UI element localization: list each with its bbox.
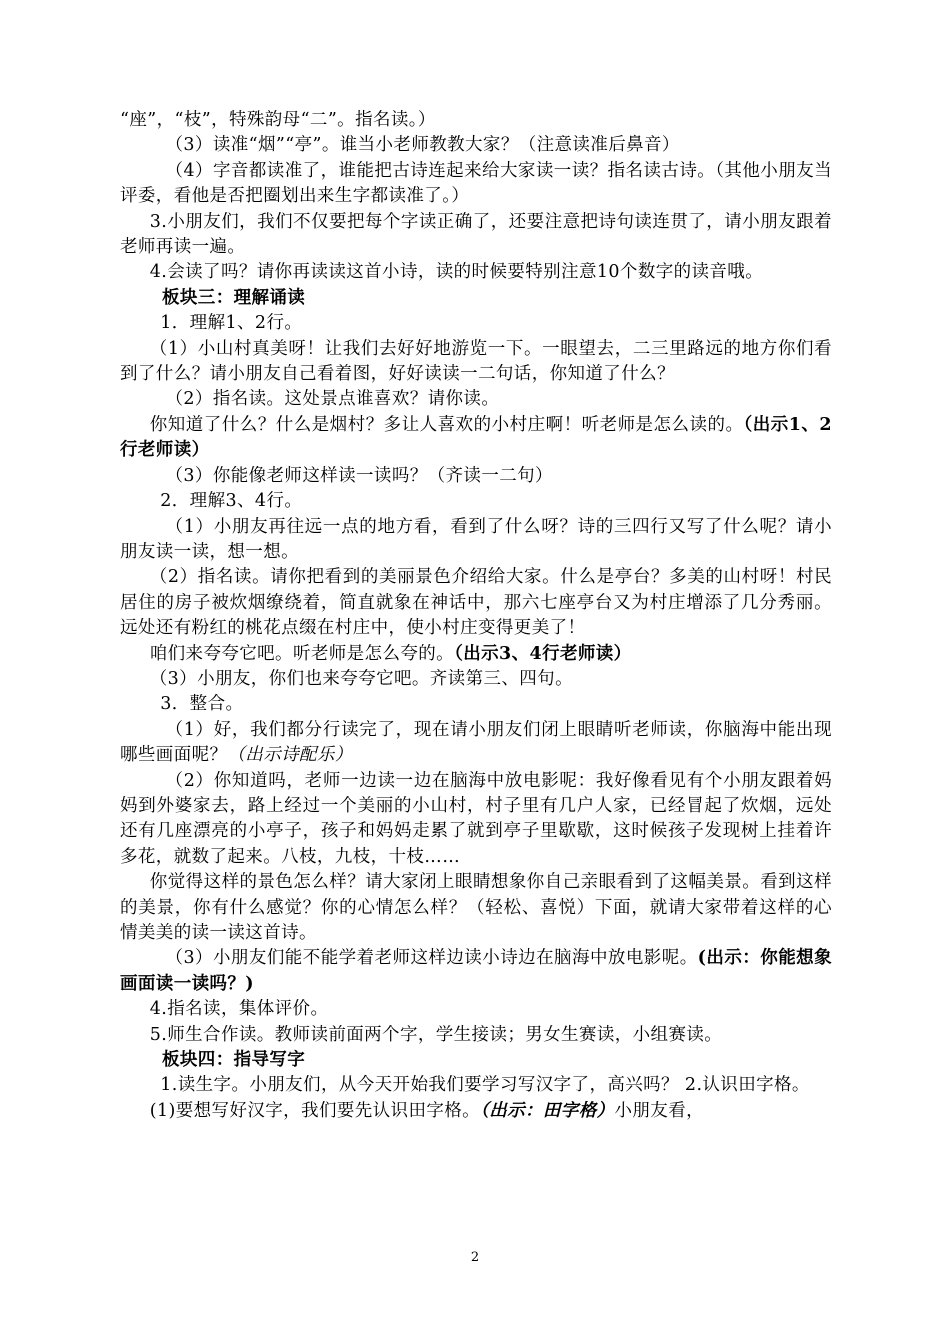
paragraph-text: 3.小朋友们，我们不仅要把每个字读正确了，还要注意把诗句读连贯了，请小朋友跟着老师再读一遍。 bbox=[120, 211, 832, 258]
paragraph bbox=[120, 210, 832, 261]
paragraph-text: （3）读准“烟”“亭”。谁当小老师教教大家？（注意读准后鼻音） bbox=[165, 135, 680, 156]
paragraph-text: 咱们来夸夸它吧。听老师是怎么夸的。 bbox=[149, 643, 455, 664]
paragraph bbox=[120, 718, 832, 769]
paragraph bbox=[120, 286, 832, 311]
paragraph bbox=[120, 464, 832, 489]
paragraph-text: （2）指名读。请你把看到的美丽景色介绍给大家。什么是亭台？多美的山村呀！村民居住的房子被炊烟缭绕着，简直就象在神话中，那六七座亭台又为村庄增添了几分秀丽。远处还有粉红的桃花点缀在村庄中，使小村庄变得更美了！ bbox=[120, 567, 832, 639]
paragraph-text: （1）小朋友再往远一点的地方看，看到了什么呀？诗的三四行又写了什么呢？请小朋友读一读，想一想。 bbox=[120, 516, 832, 562]
emphasis-text: （出示1、2行老师读） bbox=[120, 414, 832, 461]
emphasis-text: （出示：田字格） bbox=[480, 1100, 615, 1121]
paragraph-text: 板块三：理解诵读 bbox=[162, 287, 306, 308]
paragraph-text: 1．理解1、2行。 bbox=[160, 313, 303, 334]
paragraph-text: （4）字音都读准了，谁能把古诗连起来给大家读一读？指名读古诗。（其他小朋友当评委，看他是否把圈划出来生字都读准了。） bbox=[120, 160, 832, 207]
paragraph bbox=[120, 870, 832, 946]
paragraph-text: （1）小山村真美呀！让我们去好好地游览一下。一眼望去，二三里路远的地方你们看到了什么？请小朋友自己看着图，好好读读一二句话，你知道了什么？ bbox=[120, 338, 832, 385]
paragraph bbox=[120, 387, 832, 412]
paragraph bbox=[120, 108, 832, 133]
paragraph bbox=[120, 997, 832, 1022]
paragraph-text: （2）指名读。这处景点谁喜欢？请你读。 bbox=[165, 389, 500, 410]
paragraph-text: (1)要想写好汉字，我们要先认识田字格。 bbox=[149, 1100, 481, 1121]
paragraph-text: 4.会读了吗？请你再读读这首小诗，读的时候要特别注意10个数字的读音哦。 bbox=[149, 262, 764, 283]
paragraph bbox=[120, 565, 832, 641]
paragraph-text: 2．理解3、4行。 bbox=[160, 491, 303, 512]
paragraph bbox=[120, 1048, 832, 1073]
paragraph bbox=[120, 311, 832, 336]
paragraph bbox=[120, 946, 832, 997]
paragraph bbox=[120, 769, 832, 871]
paragraph bbox=[120, 1023, 832, 1048]
paragraph-text: 1.读生字。小朋友们，从今天开始我们要学习写汉字了，高兴吗？ 2.认识田字格。 bbox=[160, 1075, 810, 1096]
paragraph-text: （2）你知道吗，老师一边读一边在脑海中放电影呢：我好像看见有个小朋友跟着妈妈到外婆家去，路上经过一个美丽的小山村，村子里有几户人家，已经冒起了炊烟，远处还有几座漂亮的小亭子，孩子和妈妈走累了就到亭子里歇歇，这时候孩子发现树上挂着许多花，就数了起来。八枝，九枝，十枝…… bbox=[120, 770, 832, 867]
page-number: 2 bbox=[470, 1250, 480, 1265]
paragraph bbox=[120, 337, 832, 388]
emphasis-text: （出示诗配乐） bbox=[227, 745, 353, 766]
paragraph-text: （3）你能像老师这样读一读吗？（齐读一二句） bbox=[165, 465, 553, 486]
paragraph-text: 板块四：指导写字 bbox=[162, 1050, 306, 1071]
paragraph bbox=[120, 515, 832, 566]
paragraph-text: 你觉得这样的景色怎么样？请大家闭上眼睛想象你自己亲眼看到了这幅美景。看到这样的美景，你有什么感觉？你的心情怎么样？（轻松、喜悦）下面，就请大家带着这样的心情美美的读一读这首诗。 bbox=[120, 872, 832, 943]
paragraph bbox=[120, 1073, 832, 1098]
paragraph bbox=[120, 692, 832, 717]
paragraph-text: （3）小朋友们能不能学着老师这样边读小诗边在脑海中放电影呢。 bbox=[165, 948, 698, 969]
emphasis-text: (出示：你能想象画面读一读吗？) bbox=[120, 948, 832, 994]
paragraph-text: “座”，“枝”，特殊韵母“二”。指名读。） bbox=[120, 110, 436, 130]
paragraph-text: 4.指名读，集体评价。 bbox=[149, 999, 329, 1020]
document-body bbox=[120, 108, 832, 1124]
paragraph bbox=[120, 260, 832, 285]
paragraph-text: 5.师生合作读。教师读前面两个字，学生接读；男女生赛读，小组赛读。 bbox=[149, 1024, 723, 1045]
paragraph-text: 你知道了什么？什么是烟村？多让人喜欢的小村庄啊！听老师是怎么读的。 bbox=[149, 414, 744, 435]
paragraph bbox=[120, 133, 832, 158]
paragraph-text: （3）小朋友，你们也来夸夸它吧。齐读第三、四句。 bbox=[149, 668, 573, 689]
paragraph bbox=[120, 667, 832, 692]
paragraph bbox=[120, 489, 832, 514]
paragraph-text: 小朋友看， bbox=[614, 1100, 704, 1121]
paragraph bbox=[120, 413, 832, 464]
paragraph bbox=[120, 642, 832, 667]
paragraph bbox=[120, 1099, 832, 1124]
paragraph-text: （1）好，我们都分行读完了，现在请小朋友们闭上眼睛听老师读，你脑海中能出现哪些画面呢？ bbox=[120, 719, 832, 766]
paragraph bbox=[120, 159, 832, 210]
emphasis-text: （出示3、4行老师读） bbox=[454, 643, 632, 664]
paragraph-text: 3．整合。 bbox=[160, 694, 244, 715]
